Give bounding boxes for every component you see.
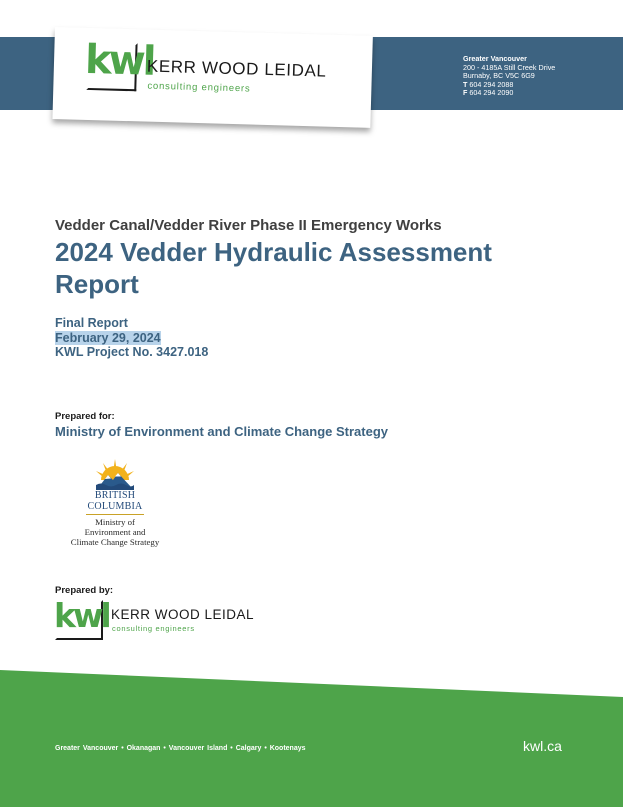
office-address-line2: Burnaby, BC V5C 6G9 <box>463 71 535 81</box>
bc-ministry-line3: Climate Change Strategy <box>70 537 160 547</box>
kwl-small-letters: kwl <box>54 596 109 635</box>
footer-website[interactable]: kwl.ca <box>523 738 562 754</box>
client-name: Ministry of Environment and Climate Change Strategy <box>55 424 388 439</box>
report-subtitle: Vedder Canal/Vedder River Phase II Emergency Works <box>55 217 442 234</box>
office-name: Greater Vancouver <box>463 54 527 63</box>
bc-logo-line2: COLUMBIA <box>87 501 143 512</box>
project-number: KWL Project No. 3427.018 <box>55 345 209 359</box>
bc-government-logo <box>60 458 170 553</box>
fax-label: F <box>463 88 468 98</box>
office-fax-row <box>463 89 555 98</box>
bc-sun-mountain-icon <box>93 458 137 490</box>
report-title: 2024 Vedder Hydraulic Assessment Report <box>55 237 492 299</box>
kwl-logo-small <box>54 596 275 640</box>
company-tagline: consulting engineers <box>147 80 251 95</box>
footer-office-list: Greater Vancouver • Okanagan • Vancouver Island • Calgary • Kootenays <box>55 745 306 752</box>
bc-logo-line1: BRITISH <box>94 490 136 501</box>
kwl-small-company-name: KERR WOOD LEIDAL <box>111 607 255 622</box>
office-address-line1: 200 - 4185A Still Creek Drive <box>463 62 556 72</box>
header-logo-card <box>52 27 372 128</box>
office-phone: 604 294 2088 <box>469 79 514 89</box>
bc-ministry-line1: Ministry of <box>95 517 135 527</box>
office-address-block <box>463 55 555 98</box>
bc-ministry-line2: Environment and <box>84 527 146 537</box>
kwl-small-tagline: consulting engineers <box>112 624 195 633</box>
report-status: Final Report <box>55 316 128 330</box>
phone-label: T <box>463 79 468 89</box>
bc-logo-divider <box>86 514 144 515</box>
prepared-by-label: Prepared by: <box>55 585 114 596</box>
report-meta <box>55 316 208 360</box>
company-name: KERR WOOD LEIDAL <box>146 56 327 81</box>
office-fax: 604 294 2090 <box>469 88 514 98</box>
prepared-for-label: Prepared for: <box>55 411 115 422</box>
kwl-logo-letters: kwl <box>84 36 154 85</box>
report-date[interactable]: February 29, 2024 <box>55 330 161 345</box>
